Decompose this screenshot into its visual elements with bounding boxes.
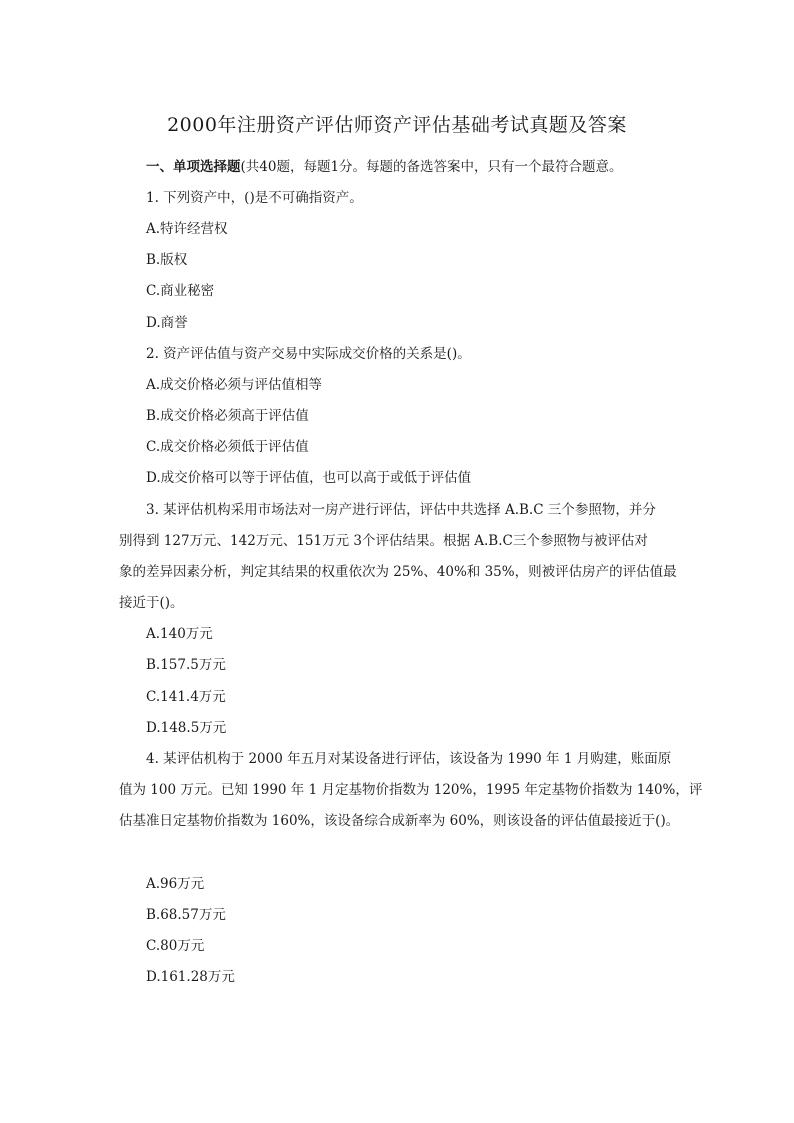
question-2-option-d: D.成交价格可以等于评估值，也可以高于或低于评估值 xyxy=(146,470,472,486)
question-4-stem-line-1: 4. 某评估机构于 2000 年五月对某设备进行评估，该设备为 1990 年 1 月购建，账面原 xyxy=(146,751,672,767)
document-title: 2000年注册资产评估师资产评估基础考试真题及答案 xyxy=(167,114,627,136)
question-3-option-a: A.140万元 xyxy=(146,626,213,642)
question-1-stem: 1. 下列资产中，()是不可确指资产。 xyxy=(146,190,363,206)
question-2-option-a: A.成交价格必须与评估值相等 xyxy=(146,377,323,393)
question-1-option-c: C.商业秘密 xyxy=(146,283,215,299)
question-4-option-b: B.68.57万元 xyxy=(146,907,226,923)
question-3-stem-line-3: 象的差异因素分析，判定其结果的权重依次为 25%、40%和 35%，则被评估房产的评估值最 xyxy=(119,564,677,580)
question-3-stem-line-1: 3. 某评估机构采用市场法对一房产进行评估，评估中共选择 A.B.C 三个参照物，并分 xyxy=(146,502,656,518)
question-4-stem-line-2: 值为 100 万元。已知 1990 年 1 月定基物价指数为 120%，1995 年定基物价指数为 140%，评 xyxy=(119,782,703,798)
question-4-option-a: A.96万元 xyxy=(146,876,205,892)
question-3-option-c: C.141.4万元 xyxy=(146,689,226,705)
section-header xyxy=(146,157,623,177)
question-2-option-b: B.成交价格必须高于评估值 xyxy=(146,408,309,424)
question-1-option-d: D.商誉 xyxy=(146,315,188,331)
question-4-stem-line-3: 估基准日定基物价指数为 160%，该设备综合成新率为 60%，则该设备的评估值最接近于()。 xyxy=(119,813,680,829)
section-note: (共40题，每题1分。每题的备选答案中，只有一个最符合题意。 xyxy=(240,159,623,175)
question-1-option-a: A.特许经营权 xyxy=(146,221,228,237)
section-heading: 一、单项选择题 xyxy=(146,159,241,175)
question-2-stem: 2. 资产评估值与资产交易中实际成交价格的关系是()。 xyxy=(146,346,471,362)
question-3-stem-line-4: 接近于()。 xyxy=(119,595,184,611)
question-4-option-c: C.80万元 xyxy=(146,938,205,954)
question-3-option-d: D.148.5万元 xyxy=(146,720,227,736)
question-3-option-b: B.157.5万元 xyxy=(146,657,226,673)
question-4-option-d: D.161.28万元 xyxy=(146,969,235,985)
question-1-option-b: B.版权 xyxy=(146,252,188,268)
question-3-stem-line-2: 别得到 127万元、142万元、151万元 3个评估结果。根据 A.B.C三个参照物与被评估对 xyxy=(119,533,648,549)
question-2-option-c: C.成交价格必须低于评估值 xyxy=(146,439,309,455)
